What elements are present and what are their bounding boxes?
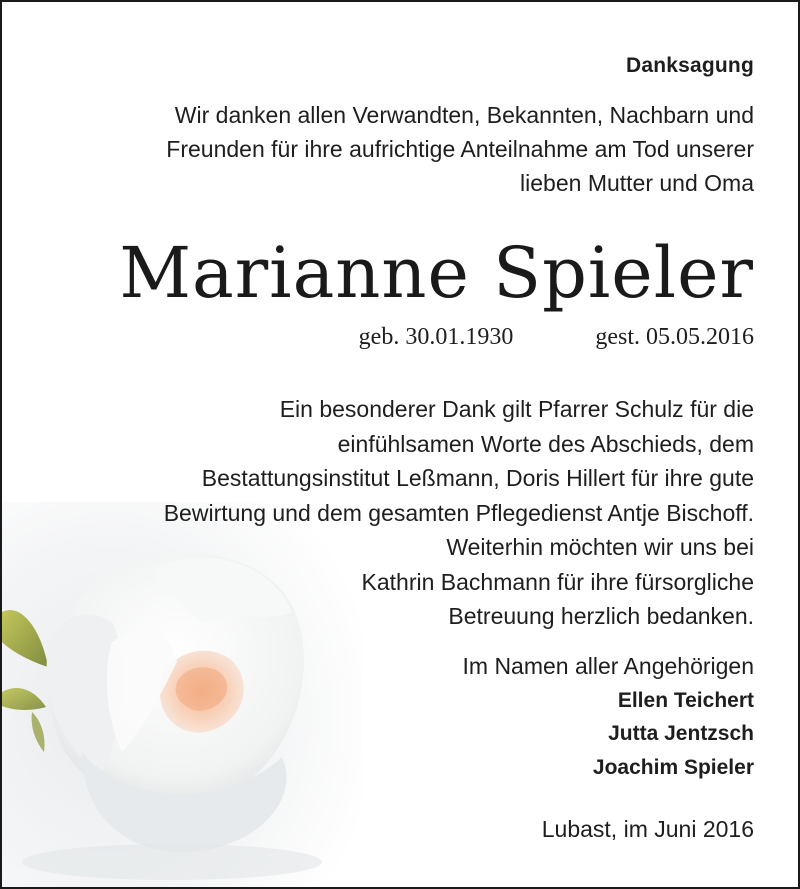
signer-name: Joachim Spieler — [592, 755, 754, 779]
intro-line: Freunden für ihre aufrichtige Anteilnahme am Tod unserer — [166, 136, 754, 162]
deceased-name: Marianne Spieler — [119, 232, 754, 314]
signers-intro: Im Namen aller Angehörigen — [462, 653, 754, 679]
thanks-line: Weiterhin möchten wir uns bei — [446, 534, 754, 560]
intro-line: lieben Mutter und Oma — [520, 170, 754, 196]
thanks-paragraph — [34, 392, 754, 634]
thanks-line: einfühlsamen Worte des Abschieds, dem — [337, 430, 754, 457]
heading-danksagung: Danksagung — [625, 54, 754, 77]
death-date: gest. 05.05.2016 — [595, 324, 754, 350]
thanks-line: Bewirtung und dem gesamten Pflegedienst Antje Bischoff. — [163, 499, 754, 526]
thanks-line: Bestattungsinstitut Leßmann, Doris Hillert für ihre gute — [201, 465, 754, 491]
signer-name: Ellen Teichert — [617, 688, 754, 712]
thanks-line: Ein besonderer Dank gilt Pfarrer Schulz für die — [279, 396, 754, 422]
intro-line: Wir danken allen Verwandten, Bekannten, Nachbarn und — [174, 102, 754, 128]
signers-block — [463, 650, 755, 784]
life-dates — [359, 324, 754, 351]
thanks-line: Betreuung herzlich bedanken. — [448, 603, 754, 629]
place-and-date: Lubast, im Juni 2016 — [541, 816, 754, 842]
birth-date: geb. 30.01.1930 — [358, 324, 514, 350]
thanks-line: Kathrin Bachmann für ihre fürsorgliche — [361, 568, 754, 595]
intro-paragraph — [34, 98, 754, 200]
signer-name: Jutta Jentzsch — [608, 722, 754, 745]
